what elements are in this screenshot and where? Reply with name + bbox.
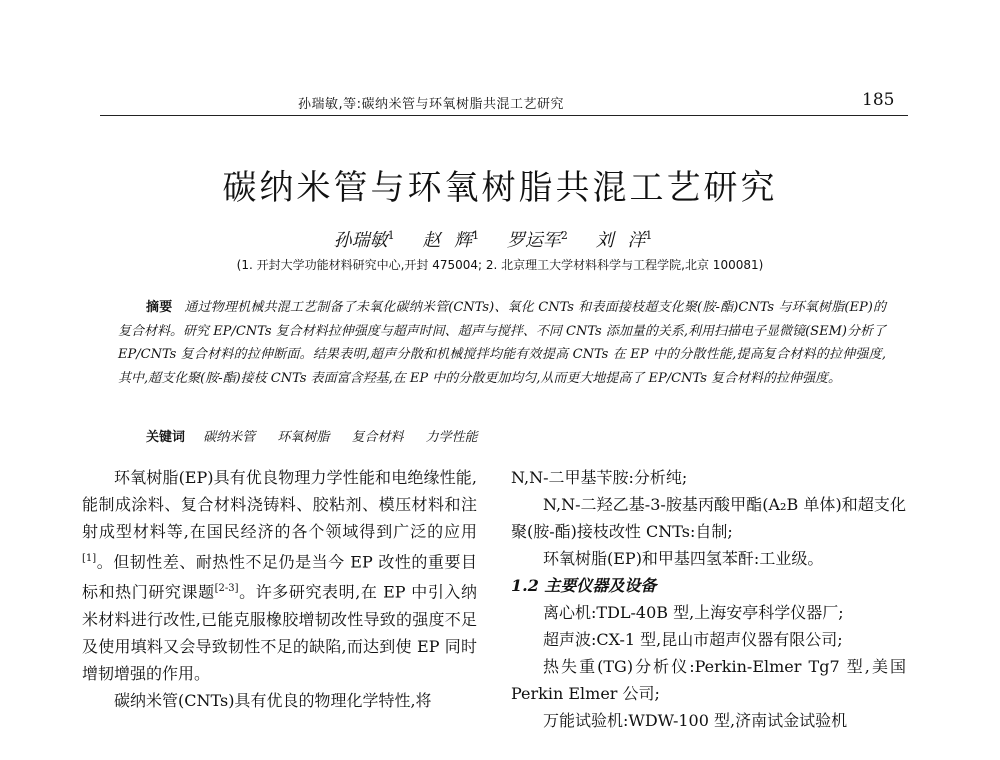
author-name: 罗运军 xyxy=(506,230,561,251)
abstract-label: 摘要 xyxy=(146,300,173,315)
abstract-text: 通过物理机械共混工艺制备了未氧化碳纳米管(CNTs)、氧化 CNTs 和表面接枝超支化聚(胺-酯)CNTs 与环氧树脂(EP)的复合材料。研究 EP/CNTs 复合材料拉伸强度与超声时间、超声与搅拌、不同 CNTs 添加量的关系,利用扫描电子显微镜(SEM)分析了 EP/CNTs 复合材料的拉伸断面。结果表明,超声分散和机械搅拌均能有效提高 CNTs 在 EP 中的分散性能,提高复合材料的拉伸强度,其中,超支化聚(胺-酯)接枝 CNTs 表面富含羟基,在 EP 中的分散更加均匀,从而更大地提高了 EP/CNTs 复合材料的拉伸强度。 xyxy=(118,300,886,386)
page-number: 185 xyxy=(862,90,895,110)
right-column xyxy=(511,464,906,734)
citation: [2-3] xyxy=(214,583,239,595)
keyword: 力学性能 xyxy=(425,430,478,445)
author-name: 孙瑞敏 xyxy=(333,230,388,251)
keyword: 复合材料 xyxy=(351,430,404,445)
keywords xyxy=(146,426,496,445)
keyword: 碳纳米管 xyxy=(203,430,256,445)
header-rule xyxy=(100,115,908,116)
left-column xyxy=(82,464,477,714)
author-affiliation-mark: 2 xyxy=(560,229,568,242)
section-heading: 1.2 主要仪器及设备 xyxy=(511,576,657,595)
material-line: 环氧树脂(EP)和甲基四氢苯酐:工业级。 xyxy=(543,549,824,568)
equipment-line: 离心机:TDL-40B 型,上海安亭科学仪器厂; xyxy=(543,603,844,622)
material-line: N,N-二甲基苄胺:分析纯; xyxy=(511,468,688,487)
equipment-line: 热失重(TG)分析仪:Perkin-Elmer Tg7 型,美国 Perkin Elmer 公司; xyxy=(511,657,906,703)
abstract xyxy=(118,296,886,390)
author-affiliation-mark: 1 xyxy=(645,229,653,242)
equipment-line: 超声波:CX-1 型,昆山市超声仪器有限公司; xyxy=(543,630,843,649)
paper-title: 碳纳米管与环氧树脂共混工艺研究 xyxy=(222,168,778,208)
equipment-line: 万能试验机:WDW-100 型,济南试金试验机 xyxy=(543,711,848,730)
author-name: 刘 洋 xyxy=(595,230,646,251)
paragraph-text: 环氧树脂(EP)具有优良物理力学性能和电绝缘性能,能制成涂料、复合材料浇铸料、胶粘剂、模压材料和注射成型材料等,在国民经济的各个领域得到广泛的应用 xyxy=(82,468,477,541)
citation: [1] xyxy=(82,553,97,564)
keywords-label: 关键词 xyxy=(146,430,186,445)
material-line: N,N-二羟乙基-3-胺基丙酸甲酯(A₂B 单体)和超支化聚(胺-酯)接枝改性 CNTs:自制; xyxy=(511,495,906,541)
keyword: 环氧树脂 xyxy=(277,430,330,445)
author-list xyxy=(0,226,1000,252)
paragraph-text: 。但韧性差、耐热性不足仍是当今 EP 改性的重要目标和热门研究课题 xyxy=(82,552,477,602)
paragraph-text: 。许多研究表明,在 EP 中引入纳米材料进行改性,已能克服橡胶增韧改性导致的强度不足及使用填料又会导致韧性不足的缺陷,而达到使 EP 同时增韧增强的作用。 xyxy=(82,582,477,683)
affiliations: (1. 开封大学功能材料研究中心,开封 475004; 2. 北京理工大学材料科学与工程学院,北京 100081) xyxy=(236,258,764,272)
running-head: 孙瑞敏,等:碳纳米管与环氧树脂共混工艺研究 xyxy=(298,97,565,112)
body-paragraph xyxy=(82,464,477,687)
body-paragraph: 碳纳米管(CNTs)具有优良的物理化学特性,将 xyxy=(114,690,432,710)
author-affiliation-mark: 1 xyxy=(387,229,395,242)
author-name: 赵 辉 xyxy=(422,230,473,251)
author-affiliation-mark: 1 xyxy=(472,229,480,242)
